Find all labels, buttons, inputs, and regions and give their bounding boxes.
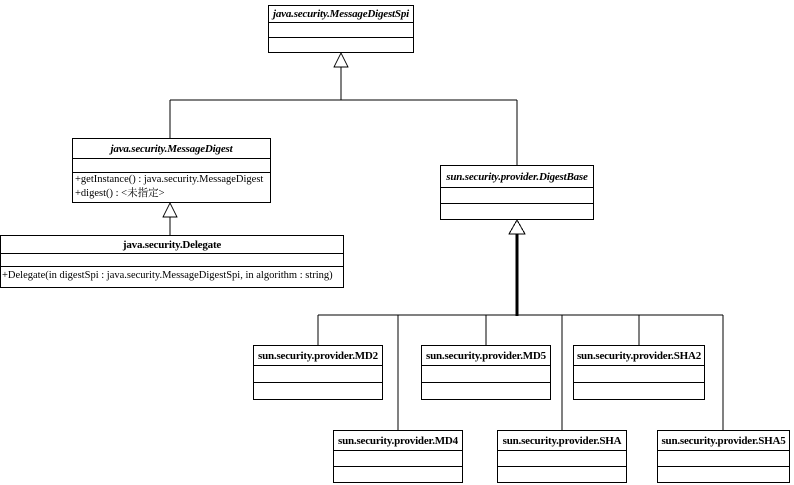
class-name: sun.security.provider.SHA5	[661, 434, 786, 447]
operations-compartment	[254, 382, 382, 399]
class-name: sun.security.provider.DigestBase	[446, 170, 588, 183]
attributes-compartment	[73, 158, 270, 172]
attributes-compartment	[334, 450, 462, 466]
inheritance-arrow-digestbase	[509, 220, 525, 234]
class-name: java.security.Delegate	[122, 238, 222, 251]
class-sha5	[657, 430, 790, 483]
method-delegate-ctor: +Delegate(in digestSpi : java.security.MessageDigestSpi, in algorithm : string)	[2, 270, 333, 281]
attributes-compartment	[658, 450, 789, 466]
operations-compartment	[1, 266, 343, 287]
operations-compartment	[574, 382, 704, 399]
class-name: sun.security.provider.SHA	[502, 434, 622, 447]
class-name: java.security.MessageDigestSpi	[273, 8, 409, 20]
attributes-compartment	[441, 187, 593, 203]
attributes-compartment	[422, 365, 550, 382]
class-message-digest-spi	[268, 5, 414, 53]
method-getinstance: +getInstance() : java.security.MessageDigest	[75, 174, 264, 185]
operations-compartment	[269, 37, 413, 52]
attributes-compartment	[498, 450, 626, 466]
attributes-compartment	[574, 365, 704, 382]
attributes-compartment	[269, 22, 413, 37]
class-md5	[421, 345, 551, 400]
inheritance-arrow-messagedigestspi	[334, 53, 348, 67]
method-digest: +digest() : <未指定>	[75, 188, 165, 199]
class-name: sun.security.provider.MD5	[426, 349, 546, 362]
class-md2	[253, 345, 383, 400]
class-delegate	[0, 235, 344, 288]
attributes-compartment	[1, 253, 343, 266]
class-name: java.security.MessageDigest	[110, 142, 233, 155]
class-name: sun.security.provider.MD4	[338, 434, 458, 447]
operations-compartment	[334, 466, 462, 482]
class-sha2	[573, 345, 705, 400]
inheritance-arrow-messagedigest	[163, 203, 177, 217]
operations-compartment	[422, 382, 550, 399]
operations-compartment	[498, 466, 626, 482]
class-name: sun.security.provider.MD2	[258, 349, 378, 362]
class-message-digest	[72, 138, 271, 203]
class-name: sun.security.provider.SHA2	[576, 349, 702, 362]
operations-compartment	[658, 466, 789, 482]
class-sha	[497, 430, 627, 483]
class-md4	[333, 430, 463, 483]
attributes-compartment	[254, 365, 382, 382]
operations-compartment	[73, 172, 270, 202]
operations-compartment	[441, 203, 593, 219]
class-digest-base	[440, 165, 594, 220]
